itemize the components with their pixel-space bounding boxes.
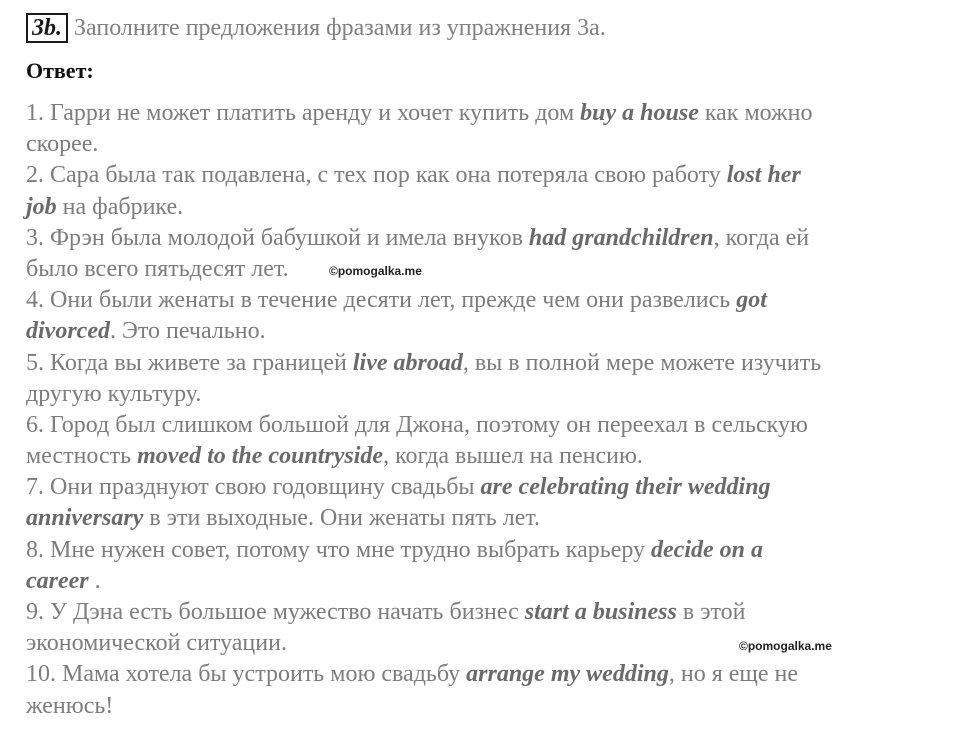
answer-phrase: moved to the countryside xyxy=(137,443,384,470)
watermark: ©pomogalka.me xyxy=(329,264,422,278)
text-line xyxy=(26,659,936,690)
text-run: , когда вышел на пенсию. xyxy=(383,443,643,470)
text-line xyxy=(26,503,936,534)
text-run: на фабрике. xyxy=(56,193,184,220)
text-run: 7. Они празднуют свою годовщину свадьбы xyxy=(26,474,481,501)
text-run: в эти выходные. Они женаты пять лет. xyxy=(143,505,541,532)
answer-text xyxy=(26,98,936,722)
text-run: в этой xyxy=(676,599,746,625)
answer-phrase: career xyxy=(26,567,89,594)
answer-phrase: divorced xyxy=(26,318,110,345)
text-line xyxy=(26,441,936,472)
text-line xyxy=(26,535,936,566)
answer-phrase: lost her xyxy=(726,162,801,189)
text-run: 10. Мама хотела бы устроить мою свадьбу xyxy=(26,661,467,688)
text-run: . xyxy=(88,567,101,594)
text-line xyxy=(26,348,936,379)
text-line xyxy=(26,192,936,223)
text-run: 3. Фрэн была молодой бабушкой и имела внуков xyxy=(26,224,529,251)
answer-phrase: decide on a xyxy=(651,536,764,563)
text-line xyxy=(26,597,936,628)
text-run: 1. Гарри не может платить аренду и хочет купить дом xyxy=(26,100,581,126)
answer-phrase: buy a house xyxy=(580,100,699,126)
text-run: 9. У Дэна есть большое мужество начать бизнес xyxy=(26,599,525,625)
text-line xyxy=(26,316,936,347)
exercise-number: 3b. xyxy=(26,13,68,43)
text-run: 2. Сара была так подавлена, с тех пор как она потеряла свою работу xyxy=(26,162,727,189)
text-run: было всего пятьдесят лет. xyxy=(26,255,289,282)
text-run: 5. Когда вы живете за границей xyxy=(26,349,353,376)
text-run: 6. Город был слишком большой для Джона, поэтому он переехал в сельскую xyxy=(26,411,808,438)
text-run: экономической ситуации. xyxy=(26,630,287,657)
text-run: скорее. xyxy=(26,131,99,158)
answer-phrase: anniversary xyxy=(26,505,144,532)
text-run: 4. Они были женаты в течение десяти лет, прежде чем они развелись xyxy=(26,287,737,314)
text-line xyxy=(26,566,936,597)
exercise-instruction: Заполните предложения фразами из упражнения 3a. xyxy=(74,14,606,41)
answer-heading: Ответ: xyxy=(26,58,94,83)
text-line xyxy=(26,285,936,316)
answer-phrase: arrange my wedding xyxy=(466,661,669,688)
text-line xyxy=(26,254,936,285)
text-line xyxy=(26,129,936,160)
answer-phrase: start a business xyxy=(524,599,677,625)
text-run: местность xyxy=(26,443,138,470)
text-run: , вы в полной мере можете изучить xyxy=(462,349,822,376)
answer-phrase: job xyxy=(26,193,57,220)
text-line xyxy=(26,691,936,722)
text-line xyxy=(26,223,936,254)
text-line xyxy=(26,410,936,441)
text-run: как можно xyxy=(698,100,813,126)
text-line xyxy=(26,98,936,129)
text-run: , когда ей xyxy=(713,224,810,251)
text-run: женюсь! xyxy=(26,692,114,719)
text-line xyxy=(26,472,936,503)
answer-phrase: had grandchildren xyxy=(528,224,714,251)
text-run: , но я еще не xyxy=(668,661,799,688)
answer-phrase: are celebrating their wedding xyxy=(480,474,771,501)
watermark: ©pomogalka.me xyxy=(739,639,832,653)
text-run: 8. Мне нужен совет, потому что мне трудно выбрать карьеру xyxy=(26,536,652,563)
exercise-header xyxy=(26,12,606,44)
text-line xyxy=(26,379,936,410)
text-run: другую культуру. xyxy=(26,380,202,407)
answer-phrase: live abroad xyxy=(352,349,463,376)
text-line xyxy=(26,160,936,191)
answer-phrase: got xyxy=(736,287,767,314)
text-run: . Это печально. xyxy=(109,318,266,345)
